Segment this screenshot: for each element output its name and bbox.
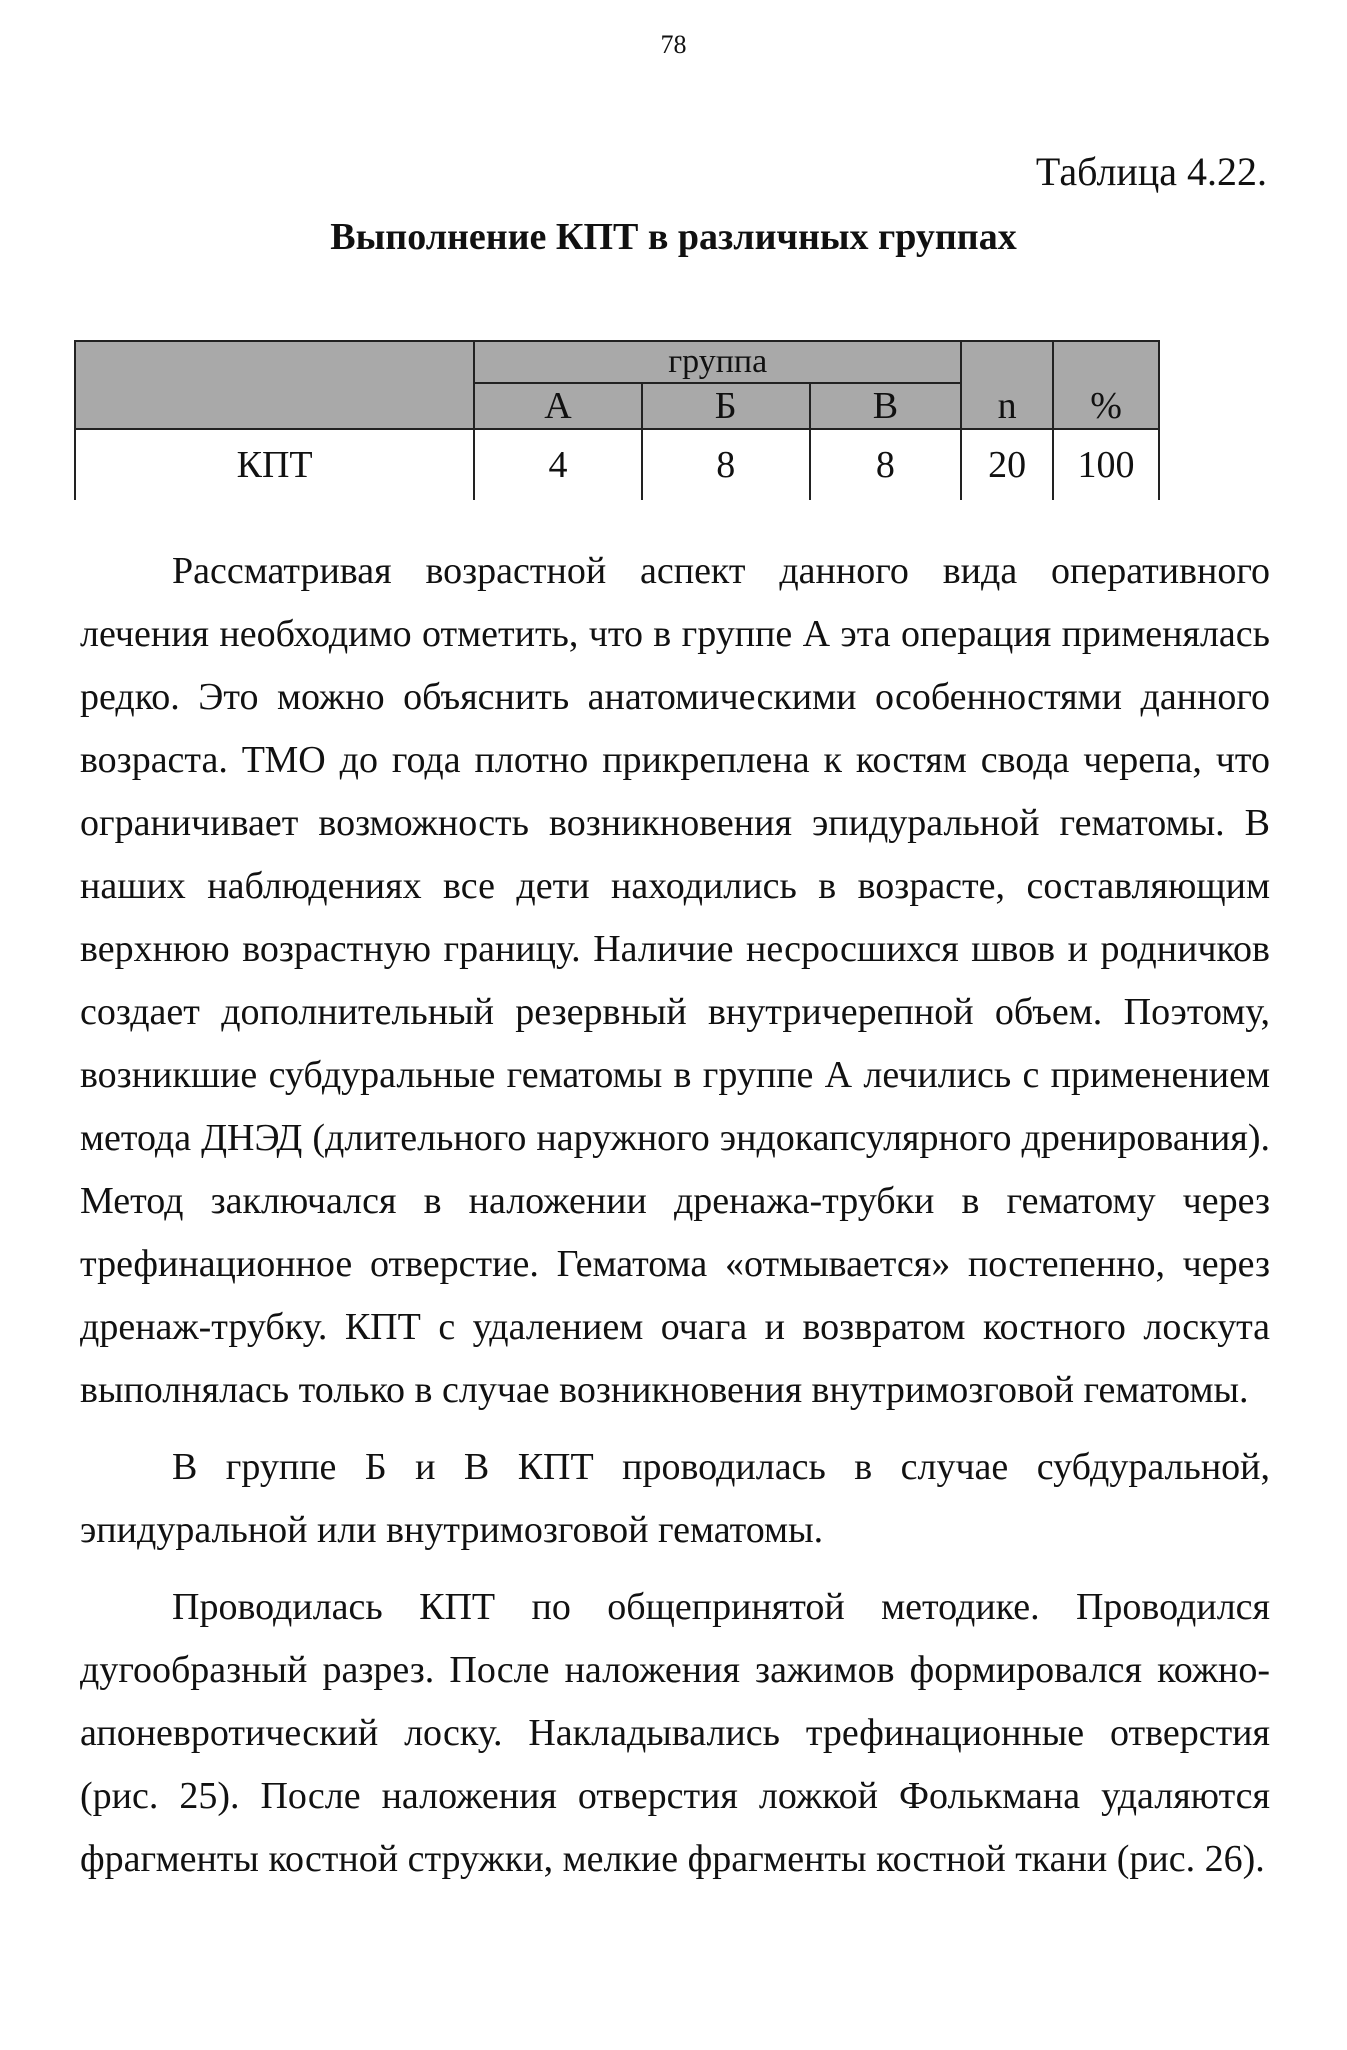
body-text	[80, 540, 1270, 1905]
table-cell-group-v: 8	[810, 429, 962, 500]
table-header-group: группа	[474, 341, 961, 383]
table-header-row-top	[75, 341, 1159, 383]
table-header-n: n	[961, 341, 1053, 429]
page-number: 78	[660, 30, 687, 59]
table-cell-percent: 100	[1053, 429, 1159, 500]
table-header-empty-cell	[75, 341, 474, 429]
table-cell-group-a: 4	[474, 429, 642, 500]
paragraph-1: Рассматривая возрастной аспект данного вида оперативного лечения необходимо отметить, что в группе А эта операция применялась редко. Это можно объяснить анатомическими особенностями данного возраста. ТМО до года плотно прикреплена к костям свода черепа, что ограничивает возможность возникновения эпидуральной гематомы. В наших наблюдениях все дети находились в возрасте, составляющим верхнюю возрастную границу. Наличие несросшихся швов и родничков создает дополнительный резервный внутричерепной объем. Поэтому, возникшие субдуральные гематомы в группе А лечились с применением метода ДНЭД (длительного наружного эндокапсулярного дренирования). Метод заключался в наложении дренажа-трубки в гематому через трефинационное отверстие. Гематома «отмывается» постепенно, через дренаж-трубку. КПТ с удалением очага и возвратом костного лоскута выполнялась только в случае возникновения внутримозговой гематомы.	[80, 550, 1270, 1411]
table-cell-n: 20	[961, 429, 1053, 500]
table-header-group-b: Б	[642, 383, 810, 429]
table-header-group-a: А	[474, 383, 642, 429]
table-header-percent: %	[1053, 341, 1159, 429]
table-cell-group-b: 8	[642, 429, 810, 500]
paragraph-2: В группе Б и В КПТ проводилась в случае субдуральной, эпидуральной или внутримозговой гематомы.	[80, 1446, 1270, 1551]
table-header-group-v: В	[810, 383, 962, 429]
table-caption: Таблица 4.22.	[1035, 149, 1267, 194]
table-row	[75, 429, 1159, 500]
data-table	[74, 340, 1160, 500]
table-row-label: КПТ	[75, 429, 474, 500]
paragraph-3: Проводилась КПТ по общепринятой методике. Проводился дугообразный разрез. После наложения зажимов формировался кожно-апоневротический лоску. Накладывались трефинационные отверстия (рис. 25). После наложения отверстия ложкой Фолькмана удаляются фрагменты костной стружки, мелкие фрагменты костной ткани (рис. 26).	[80, 1586, 1270, 1880]
table-title: Выполнение КПТ в различных группах	[330, 216, 1017, 258]
